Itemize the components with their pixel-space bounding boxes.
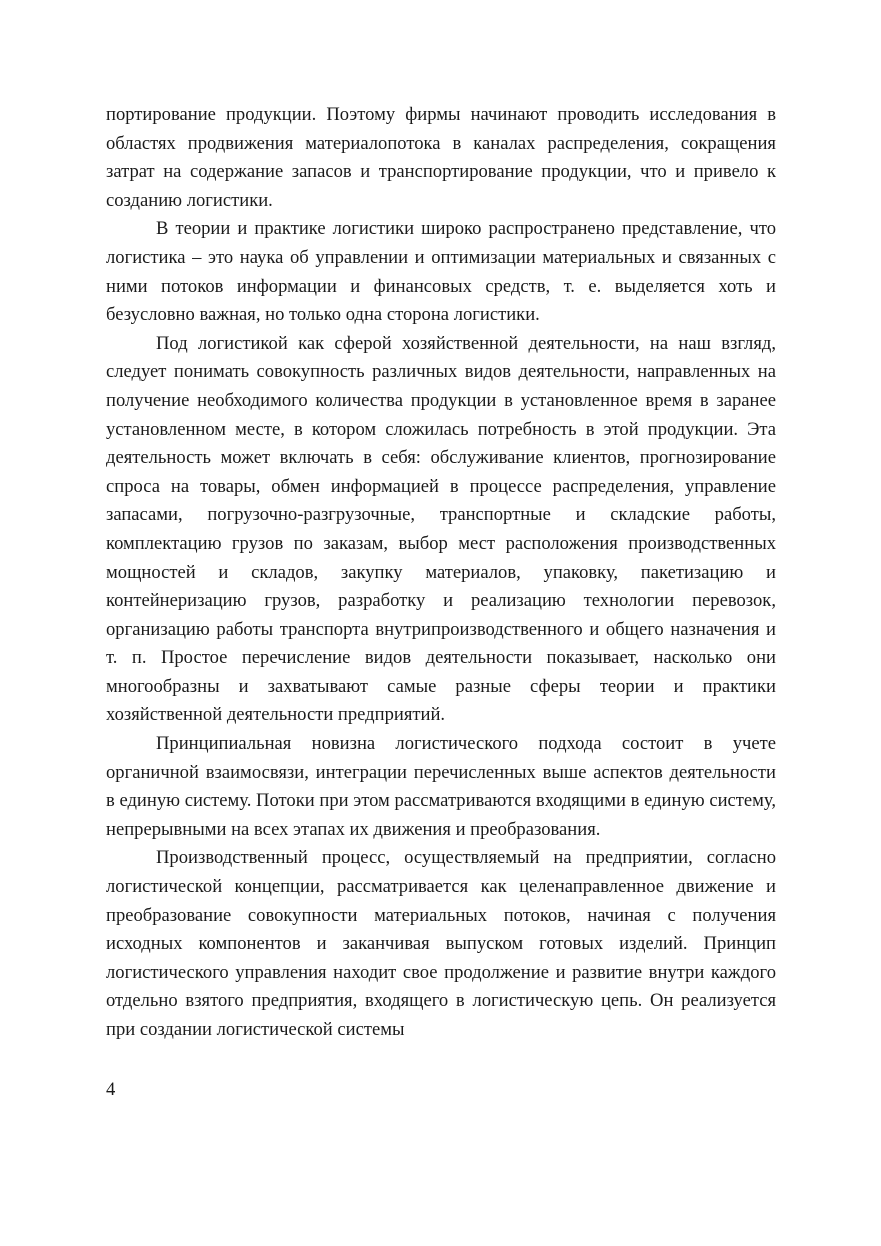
paragraph-logistics-novelty: Принципиальная новизна логистического подхода состоит в учете органичной взаимосвязи, интеграции перечисленных выше аспектов деятельности в единую систему. Потоки при этом рассматриваются входящими в единую систему, непрерывными на всех этапах их движения и преобразования. xyxy=(106,733,776,840)
paragraph-continuation: портирование продукции. Поэтому фирмы начинают проводить исследования в областях продвижения материалопотока в каналах распределения, сокращения затрат на содержание запасов и транспортирование продукции, что и привело к созданию логистики. xyxy=(106,104,776,211)
paragraph-production-process: Производственный процесс, осуществляемый на предприятии, согласно логистической концепции, рассматривается как целенаправленное движение и преобразование совокупности материальных потоков, начиная с получения исходных компонентов и заканчивая выпуском готовых изделий. Принцип логистического управления находит свое продолжение и развитие внутри каждого отдельно взятого предприятия, входящего в логистическую цепь. Он реализуется при создании логистической системы xyxy=(106,847,776,1040)
paragraph-logistics-definition: В теории и практике логистики широко распространено представление, что логистика – это наука об управлении и оптимизации материальных и связанных с ними потоков информации и финансовых средств, т. е. выделяется хоть и безусловно важная, но только одна сторона логистики. xyxy=(106,218,776,326)
body-text xyxy=(106,101,776,1045)
paragraph-logistics-activity: Под логистикой как сферой хозяйственной деятельности, на наш взгляд, следует понимать совокупность различных видов деятельности, направленных на получение необходимого количества продукции в установленное время в заранее установленном месте, в котором сложилась потребность в этой продукции. Эта деятельность может включать в себя: обслуживание клиентов, прогнозирование спроса на товары, обмен информацией в процессе распределения, управление запасами, погрузочно-разгрузочные, транспортные и складские работы, комплектацию грузов по заказам, выбор мест расположения производственных мощностей и складов, закупку материалов, упаковку, пакетизацию и контейнеризацию грузов, разработку и реализацию технологии перевозок, организацию работы транспорта внутрипроизводственного и общего назначения и т. п. Простое перечисление видов деятельности показывает, насколько они многообразны и захватывают самые разные сферы теории и практики хозяйственной деятельности предприятий. xyxy=(106,332,776,726)
page-number: 4 xyxy=(106,1079,116,1100)
